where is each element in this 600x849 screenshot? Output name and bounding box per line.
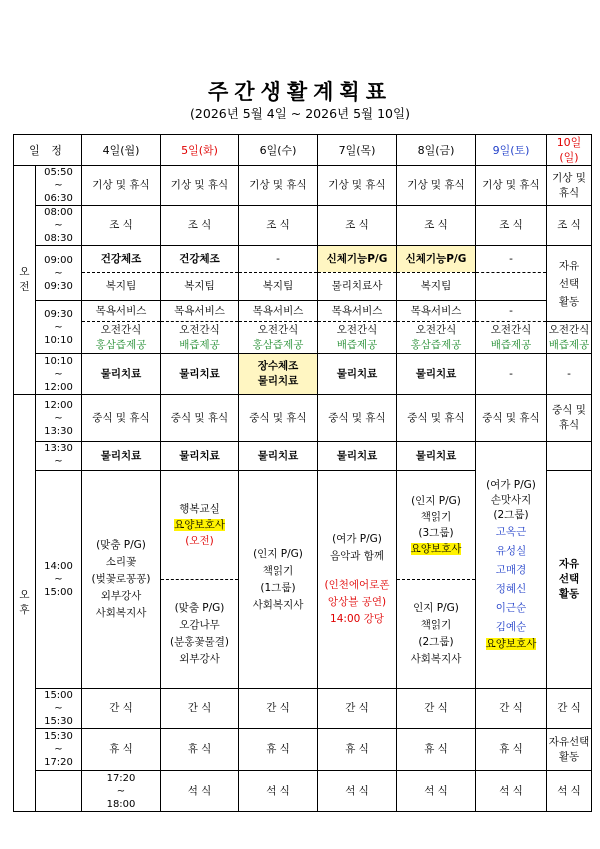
caregiver-tag: 요양보호사: [174, 519, 225, 531]
cell-wake: 기상 및 휴식: [161, 166, 239, 206]
cell-snack: 간 식: [239, 689, 318, 729]
cell-health-exercise: 건강체조: [161, 246, 239, 273]
section-morning: 오 전: [14, 166, 36, 395]
cell-physio: 물리치료: [82, 354, 161, 395]
cell-physio: 물리치료: [397, 442, 476, 471]
cell-bath-service: 목욕서비스: [318, 301, 397, 322]
header-day-tue: 5일(화): [161, 135, 239, 166]
cell-lunch: 중식 및 휴식: [239, 395, 318, 442]
time-slot: 15:00 ~ 15:30: [36, 689, 82, 729]
cell-welfare-team: 복지팀: [397, 273, 476, 301]
cell-dinner: 석 식: [476, 771, 547, 812]
cell-am-snack: 오전간식 홍삼즙제공: [82, 322, 161, 354]
cell-physical-program: 신체기능P/G: [397, 246, 476, 273]
cell-rest: 휴 식: [161, 729, 239, 771]
cell-breakfast: 조 식: [397, 206, 476, 246]
cell-bath-service: 목욕서비스: [239, 301, 318, 322]
cell-am-snack: 오전간식 배즙제공: [318, 322, 397, 354]
cell-snack: 간 식: [476, 689, 547, 729]
cell-lunch: 중식 및 휴식: [318, 395, 397, 442]
table-row: [14, 301, 592, 322]
time-slot: 17:20 ~ 18:00: [82, 771, 161, 812]
cell-lunch: 중식 및 휴식: [397, 395, 476, 442]
cell-thu-program: (여가 P/G) 음악과 함께 (인천에어로폰 앙상블 공연) 14:00 강당: [318, 471, 397, 689]
table-row: [14, 354, 592, 395]
cell-health-exercise: 건강체조: [82, 246, 161, 273]
time-slot: 09:00 ~ 09:30: [36, 246, 82, 301]
cell-rest: 휴 식: [318, 729, 397, 771]
cell-physio: 물리치료: [161, 442, 239, 471]
header-row: [14, 135, 592, 166]
cell-welfare-team: 복지팀: [161, 273, 239, 301]
cell-lunch: 중식 및 휴식: [547, 395, 592, 442]
cell-snack: 간 식: [82, 689, 161, 729]
cell-lunch: 중식 및 휴식: [82, 395, 161, 442]
cell-wake: 기상 및 휴식: [82, 166, 161, 206]
cell-physio: 물리치료: [82, 442, 161, 471]
cell-breakfast: 조 식: [318, 206, 397, 246]
time-slot: 15:30 ~ 17:20: [36, 729, 82, 771]
time-slot: 08:00 ~ 08:30: [36, 206, 82, 246]
cell-am-snack: 오전간식 배즙제공: [476, 322, 547, 354]
cell-pt-therapist: 물리치료사: [318, 273, 397, 301]
cell-snack: 간 식: [397, 689, 476, 729]
cell-welfare-team: 복지팀: [239, 273, 318, 301]
cell-physio: 물리치료: [397, 354, 476, 395]
table-row: [14, 273, 592, 301]
time-slot: 10:10 ~ 12:00: [36, 354, 82, 395]
table-row: [14, 771, 592, 812]
cell-wake: 기상 및 휴식: [547, 166, 592, 206]
cell-dinner: 석 식: [397, 771, 476, 812]
cell-am-snack: 오전간식 배즙제공: [547, 322, 592, 354]
cell-empty: [476, 273, 547, 301]
cell-breakfast: 조 식: [547, 206, 592, 246]
cell-physio: 물리치료: [318, 442, 397, 471]
cell-welfare-team: 복지팀: [82, 273, 161, 301]
date-range: (2026년 5월 4일 ~ 2026년 5월 10일): [190, 106, 410, 121]
cell-wake: 기상 및 휴식: [397, 166, 476, 206]
cell-snack: 간 식: [547, 689, 592, 729]
cell-physical-program: 신체기능P/G: [318, 246, 397, 273]
section-blank: [36, 771, 82, 812]
cell-bath-service: 목욕서비스: [397, 301, 476, 322]
header-day-wed: 6일(수): [239, 135, 318, 166]
table-row: [14, 729, 592, 771]
cell-free-activity: 자유 선택 활동: [547, 471, 592, 689]
cell-longevity-exercise: 장수체조 물리치료: [239, 354, 318, 395]
caregiver-tag: 요양보호사: [485, 638, 537, 650]
cell-rest: 휴 식: [397, 729, 476, 771]
cell-dinner: 석 식: [547, 771, 592, 812]
cell-snack: 간 식: [161, 689, 239, 729]
schedule-table: [13, 134, 592, 812]
cell-physio: 물리치료: [318, 354, 397, 395]
cell-snack: 간 식: [318, 689, 397, 729]
table-row: [14, 166, 592, 206]
time-slot: 05:50 ~ 06:30: [36, 166, 82, 206]
cell-wake: 기상 및 휴식: [239, 166, 318, 206]
header-day-sun: 10일(일): [547, 135, 592, 166]
time-slot: 09:30 ~ 10:10: [36, 301, 82, 354]
cell-rest: 휴 식: [476, 729, 547, 771]
table-row: [14, 322, 592, 354]
page-title: 주간생활계획표: [207, 80, 392, 104]
cell-am-snack: 오전간식 홍삼즙제공: [397, 322, 476, 354]
cell-free-activity: 자유선택 활동: [547, 729, 592, 771]
cell-mon-program: (맞춤 P/G) 소리꽃 (벚꽃로꽁꽁) 외부강사 사회복지사: [82, 471, 161, 689]
cell-am-snack: 오전간식 홍삼즙제공: [239, 322, 318, 354]
cell-lunch: 중식 및 휴식: [161, 395, 239, 442]
time-slot: 12:00 ~ 13:30: [36, 395, 82, 442]
cell-sat-program: (여가 P/G) 손맛사지 (2그룹) 고옥근 유성실 고매경 정혜신 이근순 김예순 요양보호사: [476, 442, 547, 689]
cell-wake: 기상 및 휴식: [476, 166, 547, 206]
cell-empty: [547, 442, 592, 471]
sat-caregiver-names: 고옥근 유성실 고매경 정혜신 이근순 김예순: [495, 526, 527, 633]
header-day-mon: 4일(월): [82, 135, 161, 166]
cell-bath-service: 목욕서비스: [82, 301, 161, 322]
cell-breakfast: 조 식: [476, 206, 547, 246]
table-row: [14, 689, 592, 729]
caregiver-tag: 요양보호사: [410, 543, 462, 555]
header-day-fri: 8일(금): [397, 135, 476, 166]
table-row: [14, 442, 592, 471]
cell-physio: 물리치료: [239, 442, 318, 471]
cell-lunch: 중식 및 휴식: [476, 395, 547, 442]
table-row: [14, 206, 592, 246]
cell-empty: -: [476, 354, 547, 395]
time-slot: 13:30 ~: [36, 442, 82, 471]
cell-empty: -: [239, 246, 318, 273]
header-schedule-label: 일 정: [14, 135, 82, 166]
header-day-sat: 9일(토): [476, 135, 547, 166]
cell-breakfast: 조 식: [239, 206, 318, 246]
cell-breakfast: 조 식: [82, 206, 161, 246]
table-row: [14, 395, 592, 442]
cell-empty: -: [547, 354, 592, 395]
cell-breakfast: 조 식: [161, 206, 239, 246]
cell-dinner: 석 식: [161, 771, 239, 812]
cell-dinner: 석 식: [239, 771, 318, 812]
header-day-thu: 7일(목): [318, 135, 397, 166]
cell-free-activity: 자유 선택 활동: [547, 246, 592, 322]
cell-physio: 물리치료: [161, 354, 239, 395]
cell-empty: -: [476, 301, 547, 322]
table-row: [14, 246, 592, 273]
cell-am-snack: 오전간식 배즙제공: [161, 322, 239, 354]
cell-fri-program: (인지 P/G) 책읽기 (3그룹) 요양보호사 인지 P/G) 책읽기 (2그룹) 사회복지사: [397, 471, 476, 689]
cell-wake: 기상 및 휴식: [318, 166, 397, 206]
cell-bath-service: 목욕서비스: [161, 301, 239, 322]
cell-wed-program: (인지 P/G) 책읽기 (1그룹) 사회복지사: [239, 471, 318, 689]
section-afternoon: 오 후: [14, 395, 36, 812]
cell-dinner: 석 식: [318, 771, 397, 812]
cell-rest: 휴 식: [239, 729, 318, 771]
cell-tue-program: 행복교실 요양보호사 (오전) (맞춤 P/G) 오감나무 (분홍꽃물결) 외부강사: [161, 471, 239, 689]
cell-rest: 휴 식: [82, 729, 161, 771]
time-slot: 14:00 ~ 15:00: [36, 471, 82, 689]
cell-empty: -: [476, 246, 547, 273]
